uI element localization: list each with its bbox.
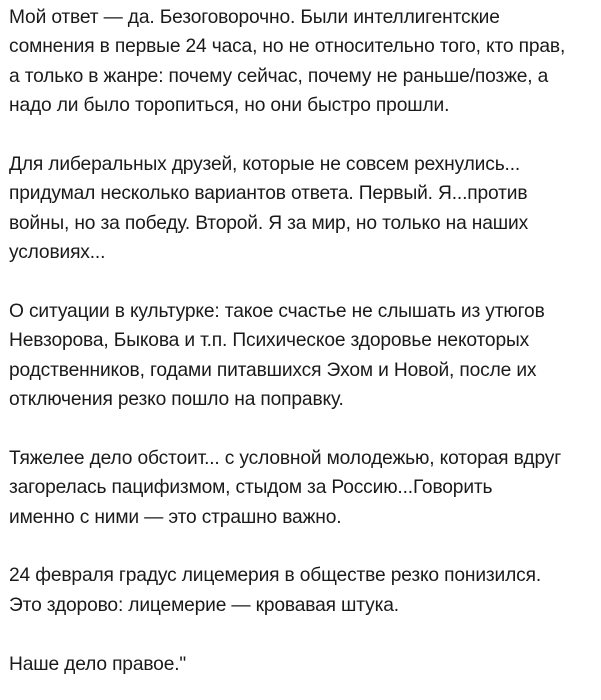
- text-line: а только в жанре: почему сейчас, почему не раньше/позже, а: [9, 65, 549, 87]
- text-line: Тяжелее дело обстоит... с условной молодежью, которая вдруг: [9, 447, 562, 469]
- text-line: 24 февраля градус лицемерия в обществе резко понизился.: [9, 565, 542, 587]
- text-line: Это здорово: лицемерие — кровавая штука.: [9, 594, 399, 616]
- text-line: Невзорова, Быкова и т.п. Психическое здоровье некоторых: [9, 330, 530, 352]
- text-line: загорелась пацифизмом, стыдом за Россию...Говорить: [9, 477, 493, 499]
- text-line: сомнения в первые 24 часа, но не относительно того, кто прав,: [9, 36, 566, 58]
- paragraph-5: [9, 561, 597, 620]
- text-line: Наше дело правое.": [9, 653, 187, 675]
- paragraph-3: [9, 297, 597, 415]
- text-line: отключения резко пошло на поправку.: [9, 389, 344, 411]
- paragraph-4: [9, 444, 597, 532]
- text-line: Для либеральных друзей, которые не совсем рехнулись...: [9, 153, 521, 175]
- text-line: О ситуации в культурке: такое счастье не слышать из утюгов: [9, 300, 545, 322]
- text-line: родственников, годами питавшихся Эхом и Новой, после их: [9, 359, 537, 381]
- text-line: Мой ответ — да. Безоговорочно. Были интеллигентские: [9, 7, 500, 28]
- article-body: [9, 3, 597, 679]
- text-line: надо ли было торопиться, но они быстро прошли.: [9, 95, 450, 117]
- text-line: условиях...: [9, 242, 106, 264]
- text-line: войны, но за победу. Второй. Я за мир, но только на наших: [9, 212, 529, 234]
- text-line: именно с ними — это страшно важно.: [9, 506, 342, 528]
- paragraph-2: [9, 150, 597, 268]
- text-line: придумал несколько вариантов ответа. Первый. Я...против: [9, 183, 528, 205]
- paragraph-1: [9, 3, 597, 121]
- paragraph-6: [9, 650, 597, 679]
